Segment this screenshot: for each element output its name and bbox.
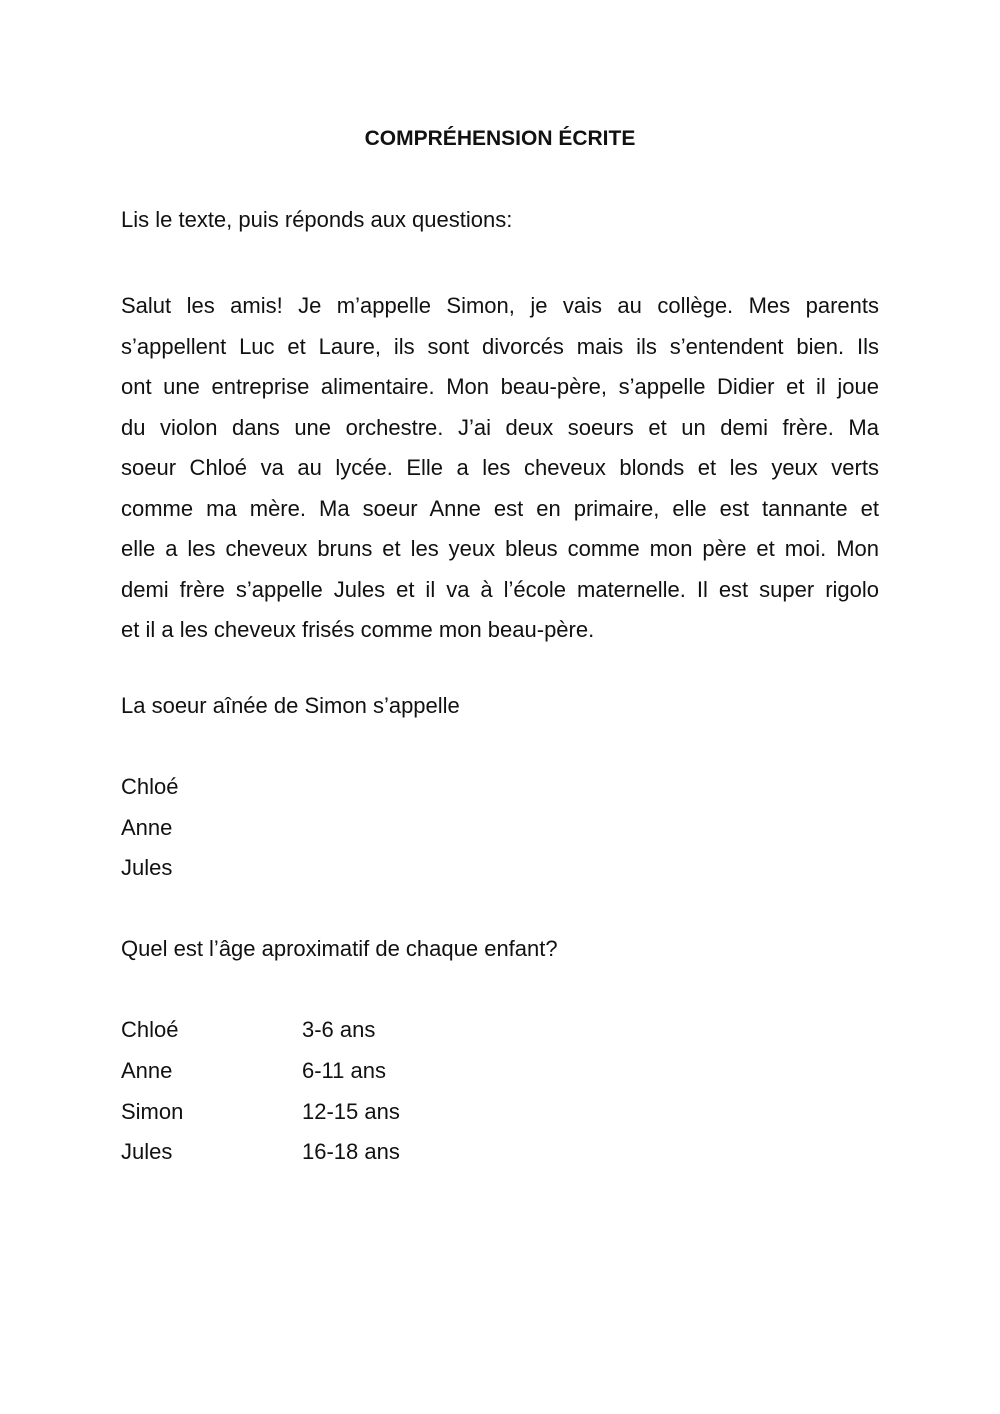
- match-row: [121, 1017, 521, 1058]
- passage-line: soeur Chloé va au lycée. Elle a les cheveux blonds et les yeux verts: [121, 455, 879, 480]
- answer-option-anne[interactable]: Anne: [121, 814, 173, 840]
- passage-line: elle a les cheveux bruns et les yeux bleus comme mon père et moi. Mon: [121, 536, 879, 561]
- instructions-text: Lis le texte, puis réponds aux questions:: [121, 207, 513, 232]
- match-row: [121, 1099, 521, 1140]
- passage-line: ont une entreprise alimentaire. Mon beau-père, s’appelle Didier et il joue: [121, 374, 879, 399]
- reading-passage: [121, 286, 879, 651]
- match-name-simon[interactable]: Simon: [121, 1098, 184, 1124]
- match-age-3-6[interactable]: 3-6 ans: [302, 1017, 376, 1042]
- passage-line: comme ma mère. Ma soeur Anne est en primaire, elle est tannante et: [121, 495, 879, 521]
- answer-option-jules[interactable]: Jules: [121, 855, 173, 880]
- question-2-prompt: Quel est l’âge aproximatif de chaque enfant?: [121, 936, 558, 961]
- age-matching-list: [121, 1017, 521, 1180]
- match-name-anne[interactable]: Anne: [121, 1057, 173, 1083]
- answer-option-chloe[interactable]: Chloé: [121, 774, 179, 799]
- passage-line: Salut les amis! Je m’appelle Simon, je vais au collège. Mes parents: [121, 293, 879, 318]
- match-age-6-11[interactable]: 6-11 ans: [302, 1057, 386, 1083]
- passage-line: demi frère s’appelle Jules et il va à l’école maternelle. Il est super rigolo: [121, 576, 879, 602]
- passage-line: et il a les cheveux frisés comme mon beau-père.: [121, 617, 595, 642]
- question-1-prompt: La soeur aînée de Simon s’appelle: [121, 693, 460, 718]
- question-1-options: [121, 774, 178, 896]
- passage-line: du violon dans une orchestre. J’ai deux soeurs et un demi frère. Ma: [121, 414, 879, 440]
- match-name-chloe[interactable]: Chloé: [121, 1017, 179, 1042]
- match-row: [121, 1058, 521, 1099]
- match-row: [121, 1139, 521, 1180]
- match-name-jules[interactable]: Jules: [121, 1139, 173, 1165]
- worksheet-title: COMPRÉHENSION ÉCRITE: [364, 127, 636, 150]
- passage-line: s’appellent Luc et Laure, ils sont divorcés mais ils s’entendent bien. Ils: [121, 333, 879, 359]
- match-age-16-18[interactable]: 16-18 ans: [302, 1139, 400, 1165]
- match-age-12-15[interactable]: 12-15 ans: [302, 1098, 400, 1124]
